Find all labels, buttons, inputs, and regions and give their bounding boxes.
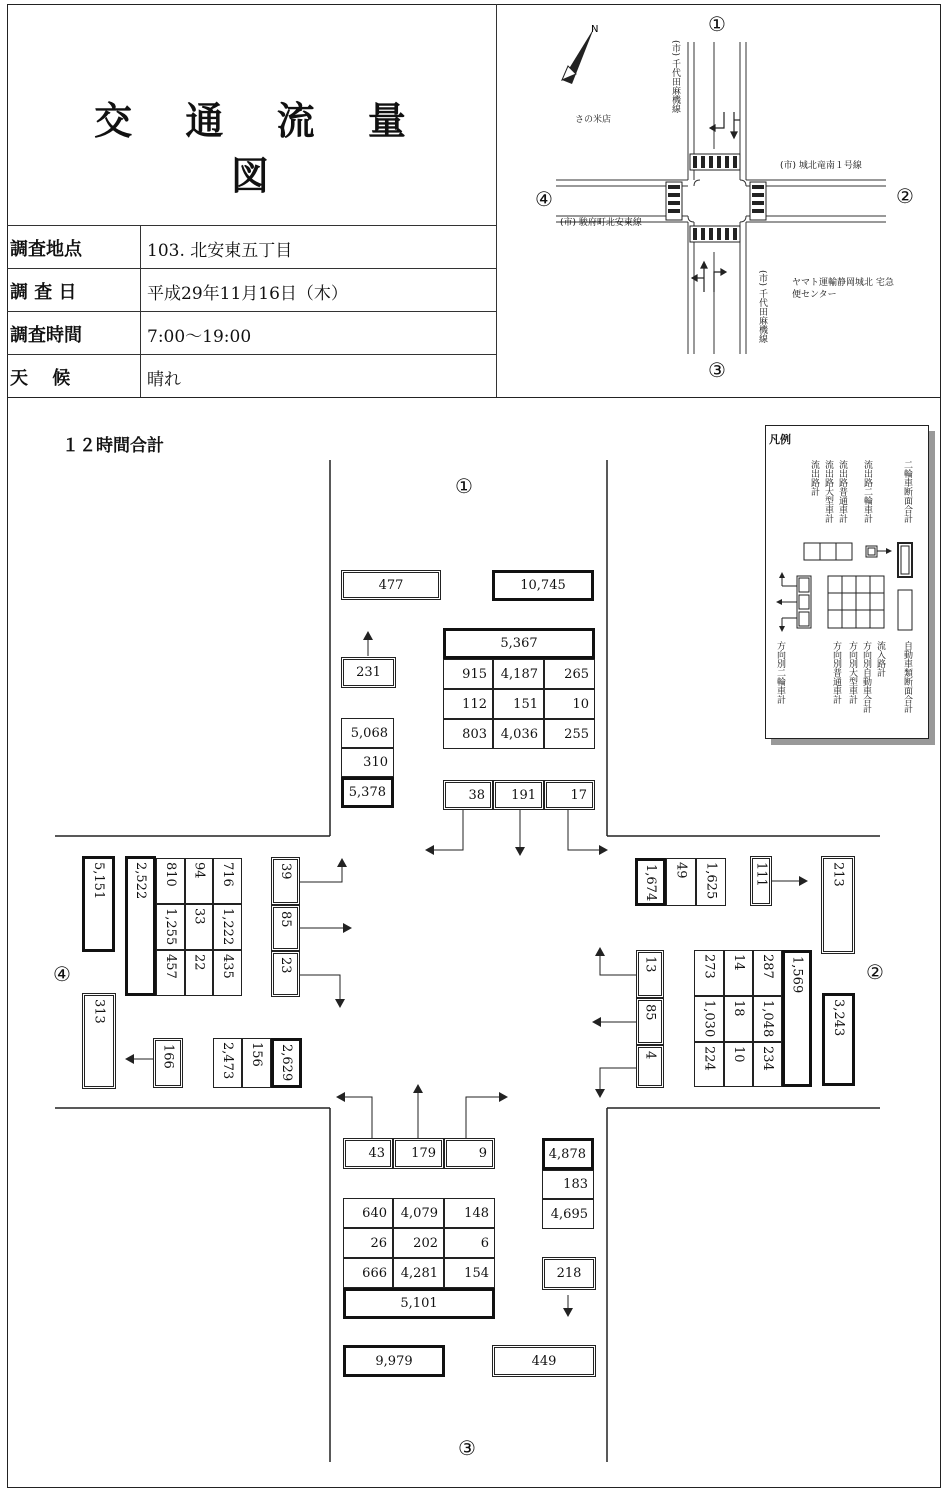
north-dir-normal: 803 bbox=[443, 719, 493, 749]
west-col-b: 33 bbox=[185, 904, 213, 950]
map-approach-3: ③ bbox=[708, 358, 726, 382]
north-dir-large: 112 bbox=[443, 689, 493, 719]
legend-label: 方向別自動車合計 bbox=[861, 641, 871, 713]
east-bike-dir: 85 bbox=[636, 998, 664, 1045]
east-outflow-large: 49 bbox=[666, 858, 696, 906]
north-outflow-total: 5,378 bbox=[341, 777, 394, 808]
south-bike-dir: 43 bbox=[343, 1138, 393, 1169]
east-col-b: 14 bbox=[724, 950, 753, 996]
west-vehicle-section: 5,151 bbox=[82, 856, 115, 952]
west-col-b: 22 bbox=[185, 950, 213, 996]
legend-label: 方向別普通車計 bbox=[831, 641, 841, 704]
east-bike-dir: 13 bbox=[636, 950, 664, 998]
north-outflow-large: 310 bbox=[341, 748, 394, 777]
south-outflow-total: 4,878 bbox=[542, 1138, 594, 1170]
approach-label-1: ① bbox=[455, 474, 473, 498]
legend-label: 二輪車断面合計 bbox=[902, 460, 912, 523]
survey-location-label: 調査地点 bbox=[10, 239, 82, 260]
north-dir-large: 10 bbox=[544, 689, 595, 719]
south-inflow-total: 5,101 bbox=[343, 1288, 495, 1319]
south-outflow-large: 183 bbox=[542, 1170, 594, 1199]
west-col-a: 810 bbox=[156, 858, 185, 904]
south-bike-dir: 179 bbox=[393, 1138, 444, 1169]
legend-label: 自動車類断面合計 bbox=[902, 641, 912, 713]
west-outflow-total: 2,629 bbox=[271, 1038, 302, 1088]
south-bike-out: 218 bbox=[542, 1257, 596, 1290]
north-vehicle-section: 10,745 bbox=[492, 570, 594, 601]
east-outflow-normal: 1,625 bbox=[696, 858, 726, 906]
north-dir-large: 151 bbox=[493, 689, 544, 719]
east-col-c: 224 bbox=[694, 1042, 724, 1087]
approach-label-2: ② bbox=[866, 960, 884, 984]
map-center-label: ヤマト運輸静岡城北 宅急便センター bbox=[792, 278, 894, 300]
west-outflow-large: 156 bbox=[242, 1038, 271, 1088]
north-bike-dir: 38 bbox=[443, 780, 493, 810]
west-bike-dir: 23 bbox=[271, 951, 300, 997]
east-col-a: 234 bbox=[753, 1042, 782, 1087]
south-dir-normal: 148 bbox=[444, 1198, 495, 1228]
west-col-b: 94 bbox=[185, 858, 213, 904]
legend-title: 凡例 bbox=[769, 433, 791, 446]
east-bike-section: 213 bbox=[821, 856, 855, 954]
map-shop-label: さの米店 bbox=[575, 115, 612, 125]
north-bike-dir: 191 bbox=[493, 780, 544, 810]
east-vehicle-section: 3,243 bbox=[822, 993, 855, 1086]
south-outflow-normal: 4,695 bbox=[542, 1199, 594, 1229]
west-col-a: 1,255 bbox=[156, 904, 185, 950]
south-bike-dir: 9 bbox=[444, 1138, 495, 1169]
north-bike-out: 231 bbox=[341, 657, 396, 688]
legend-label: 方向別二輪車計 bbox=[775, 641, 785, 704]
survey-date-value: 平成29年11月16日（木） bbox=[147, 284, 348, 304]
west-bike-out: 166 bbox=[153, 1038, 183, 1088]
map-approach-4: ④ bbox=[535, 187, 553, 211]
north-dir-normal: 4,036 bbox=[493, 719, 544, 749]
legend-label: 流出路大型車計 bbox=[823, 460, 833, 523]
map-road-east: (市) 城北竜南１号線 bbox=[780, 161, 862, 171]
map-approach-2: ② bbox=[896, 184, 914, 208]
south-dir-auto: 4,281 bbox=[393, 1258, 444, 1288]
south-dir-auto: 666 bbox=[343, 1258, 393, 1288]
weather-value: 晴れ bbox=[147, 370, 181, 390]
north-inflow-total: 5,367 bbox=[443, 628, 595, 659]
east-inflow-total: 1,569 bbox=[782, 950, 812, 1087]
east-col-a: 1,048 bbox=[753, 996, 782, 1042]
north-dir-auto: 915 bbox=[443, 659, 493, 689]
west-col-c: 435 bbox=[213, 950, 242, 996]
page-title: 交 通 流 量 図 bbox=[94, 98, 426, 198]
north-dir-auto: 4,187 bbox=[493, 659, 544, 689]
west-bike-section: 313 bbox=[82, 993, 116, 1089]
west-bike-dir: 39 bbox=[271, 857, 300, 905]
west-col-a: 457 bbox=[156, 950, 185, 996]
east-col-a: 287 bbox=[753, 950, 782, 996]
east-col-b: 10 bbox=[724, 1042, 753, 1087]
map-road-north: (市) 千代田麻機線 bbox=[670, 40, 680, 113]
map-road-south: (市) 千代田麻機線 bbox=[757, 270, 767, 343]
east-col-c: 273 bbox=[694, 950, 724, 996]
map-approach-1: ① bbox=[708, 12, 726, 36]
north-dir-auto: 265 bbox=[544, 659, 595, 689]
north-bike-dir: 17 bbox=[544, 780, 595, 810]
north-dir-normal: 255 bbox=[544, 719, 595, 749]
west-outflow-normal: 2,473 bbox=[213, 1038, 242, 1088]
legend-label: 流入路計 bbox=[875, 641, 885, 677]
south-vehicle-section: 9,979 bbox=[343, 1345, 445, 1377]
east-col-c: 1,030 bbox=[694, 996, 724, 1042]
west-col-c: 1,222 bbox=[213, 904, 242, 950]
south-dir-large: 26 bbox=[343, 1228, 393, 1258]
east-bike-out: 111 bbox=[750, 856, 772, 906]
survey-date-label: 調 査 日 bbox=[10, 282, 77, 303]
section-title: １２時間合計 bbox=[62, 436, 164, 456]
south-dir-auto: 154 bbox=[444, 1258, 495, 1288]
west-bike-dir: 85 bbox=[271, 905, 300, 951]
south-dir-large: 202 bbox=[393, 1228, 444, 1258]
east-bike-dir: 4 bbox=[636, 1045, 664, 1088]
legend-label: 方向別大型車計 bbox=[847, 641, 857, 704]
east-outflow-total: 1,674 bbox=[635, 858, 666, 906]
east-col-b: 18 bbox=[724, 996, 753, 1042]
south-dir-normal: 640 bbox=[343, 1198, 393, 1228]
legend-label: 流出路計 bbox=[809, 460, 819, 496]
survey-time-value: 7:00～19:00 bbox=[147, 327, 252, 347]
south-dir-normal: 4,079 bbox=[393, 1198, 444, 1228]
legend-label: 流出路普通車計 bbox=[837, 460, 847, 523]
survey-location-value: 103. 北安東五丁目 bbox=[147, 241, 293, 261]
west-col-c: 716 bbox=[213, 858, 242, 904]
map-road-west: (市) 駿府町北安東線 bbox=[560, 218, 642, 228]
approach-label-3: ③ bbox=[458, 1436, 476, 1460]
north-bike-section: 477 bbox=[341, 570, 441, 600]
survey-time-label: 調査時間 bbox=[10, 325, 82, 346]
west-inflow-total: 2,522 bbox=[125, 856, 156, 996]
north-outflow-normal: 5,068 bbox=[341, 718, 394, 748]
weather-label: 天 候 bbox=[10, 368, 71, 389]
south-bike-section: 449 bbox=[492, 1345, 596, 1377]
svg-text:N: N bbox=[591, 24, 599, 35]
south-dir-large: 6 bbox=[444, 1228, 495, 1258]
approach-label-4: ④ bbox=[53, 962, 71, 986]
legend-label: 流出路二輪車計 bbox=[862, 460, 872, 523]
